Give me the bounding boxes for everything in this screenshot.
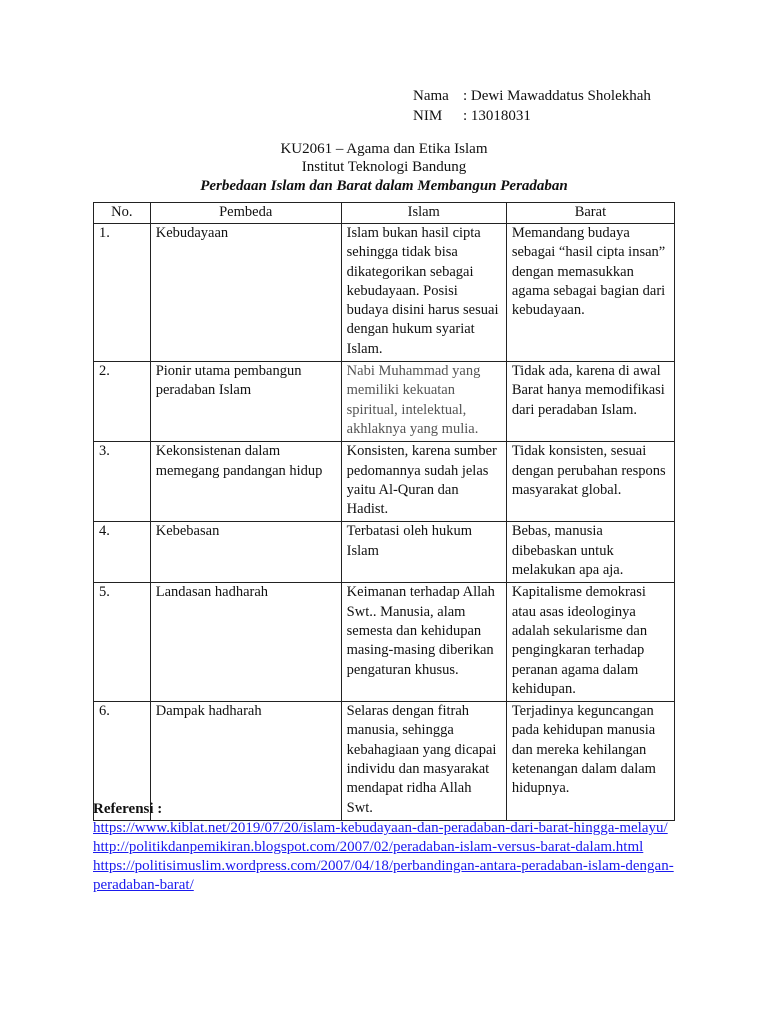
cell-islam: Selaras dengan fitrah manusia, sehingga kebahagiaan yang dicapai individu dan masyarakat mendapat ridha Allah Swt.	[341, 702, 506, 821]
cell-pembeda: Dampak hadharah	[150, 702, 341, 821]
reference-link-2[interactable]: http://politikdanpemikiran.blogspot.com/2007/02/peradaban-islam-versus-barat-dalam.html	[93, 839, 644, 855]
reference-link-1[interactable]: https://www.kiblat.net/2019/07/20/islam-kebudayaan-dan-peradaban-dari-barat-hingga-melayu/	[93, 820, 668, 836]
nim-label: NIM	[413, 108, 443, 124]
document-title: Perbedaan Islam dan Barat dalam Membangun Peradaban	[200, 178, 568, 194]
name-row	[413, 86, 651, 106]
cell-no: 4.	[94, 522, 151, 583]
cell-barat: Bebas, manusia dibebaskan untuk melakukan apa aja.	[506, 522, 674, 583]
cell-no: 3.	[94, 442, 151, 522]
nim-row	[413, 106, 651, 126]
course-title: KU2061 – Agama dan Etika Islam	[280, 141, 488, 157]
cell-islam: Keimanan terhadap Allah Swt.. Manusia, alam semesta dan kehidupan masing-masing diberikan pengaturan khusus.	[341, 583, 506, 702]
column-header-pembeda: Pembeda	[150, 203, 341, 224]
cell-barat: Tidak ada, karena di awal Barat hanya memodifikasi dari peradaban Islam.	[506, 362, 674, 442]
cell-pembeda: Landasan hadharah	[150, 583, 341, 702]
cell-pembeda: Kebudayaan	[150, 224, 341, 362]
cell-pembeda: Kebebasan	[150, 522, 341, 583]
reference-link-3[interactable]: https://politisimuslim.wordpress.com/2007/04/18/perbandingan-antara-peradaban-islam-dengan-peradaban-barat/	[93, 858, 674, 893]
table-row	[94, 224, 675, 362]
table-row	[94, 522, 675, 583]
name-label: Nama	[413, 88, 449, 104]
table-row	[94, 583, 675, 702]
cell-islam: Islam bukan hasil cipta sehingga tidak bisa dikategorikan sebagai kebudayaan. Posisi budaya disini harus sesuai dengan hukum syariat Islam.	[341, 224, 506, 362]
cell-islam: Konsisten, karena sumber pedomannya sudah jelas yaitu Al-Quran dan Hadist.	[341, 442, 506, 522]
table-row	[94, 442, 675, 522]
cell-islam: Nabi Muhammad yang memiliki kekuatan spiritual, intelektual, akhlaknya yang mulia.	[341, 362, 506, 442]
cell-no: 1.	[94, 224, 151, 362]
cell-no: 2.	[94, 362, 151, 442]
cell-barat: Tidak konsisten, sesuai dengan perubahan respons masyarakat global.	[506, 442, 674, 522]
nim-value: : 13018031	[463, 108, 531, 124]
table-header-row	[94, 203, 675, 224]
column-header-barat: Barat	[506, 203, 674, 224]
cell-islam: Terbatasi oleh hukum Islam	[341, 522, 506, 583]
column-header-islam: Islam	[341, 203, 506, 224]
references-section	[93, 800, 683, 895]
name-value: : Dewi Mawaddatus Sholekhah	[463, 88, 651, 104]
references-title: Referensi :	[93, 801, 163, 817]
cell-pembeda: Kekonsistenan dalam memegang pandangan hidup	[150, 442, 341, 522]
institution-title: Institut Teknologi Bandung	[301, 159, 467, 175]
cell-pembeda: Pionir utama pembangun peradaban Islam	[150, 362, 341, 442]
cell-no: 6.	[94, 702, 151, 821]
cell-barat: Terjadinya keguncangan pada kehidupan manusia dan mereka kehilangan ketenangan dalam dalam hidupnya.	[506, 702, 674, 821]
comparison-table	[93, 202, 675, 821]
cell-barat: Kapitalisme demokrasi atau asas ideologinya adalah sekularisme dan pengingkaran terhadap peranan agama dalam kehidupan.	[506, 583, 674, 702]
column-header-no: No.	[94, 203, 151, 224]
cell-barat: Memandang budaya sebagai “hasil cipta insan” dengan memasukkan agama sebagai bagian dari kebudayaan.	[506, 224, 674, 362]
student-info	[413, 86, 651, 126]
table-row	[94, 362, 675, 442]
cell-no: 5.	[94, 583, 151, 702]
